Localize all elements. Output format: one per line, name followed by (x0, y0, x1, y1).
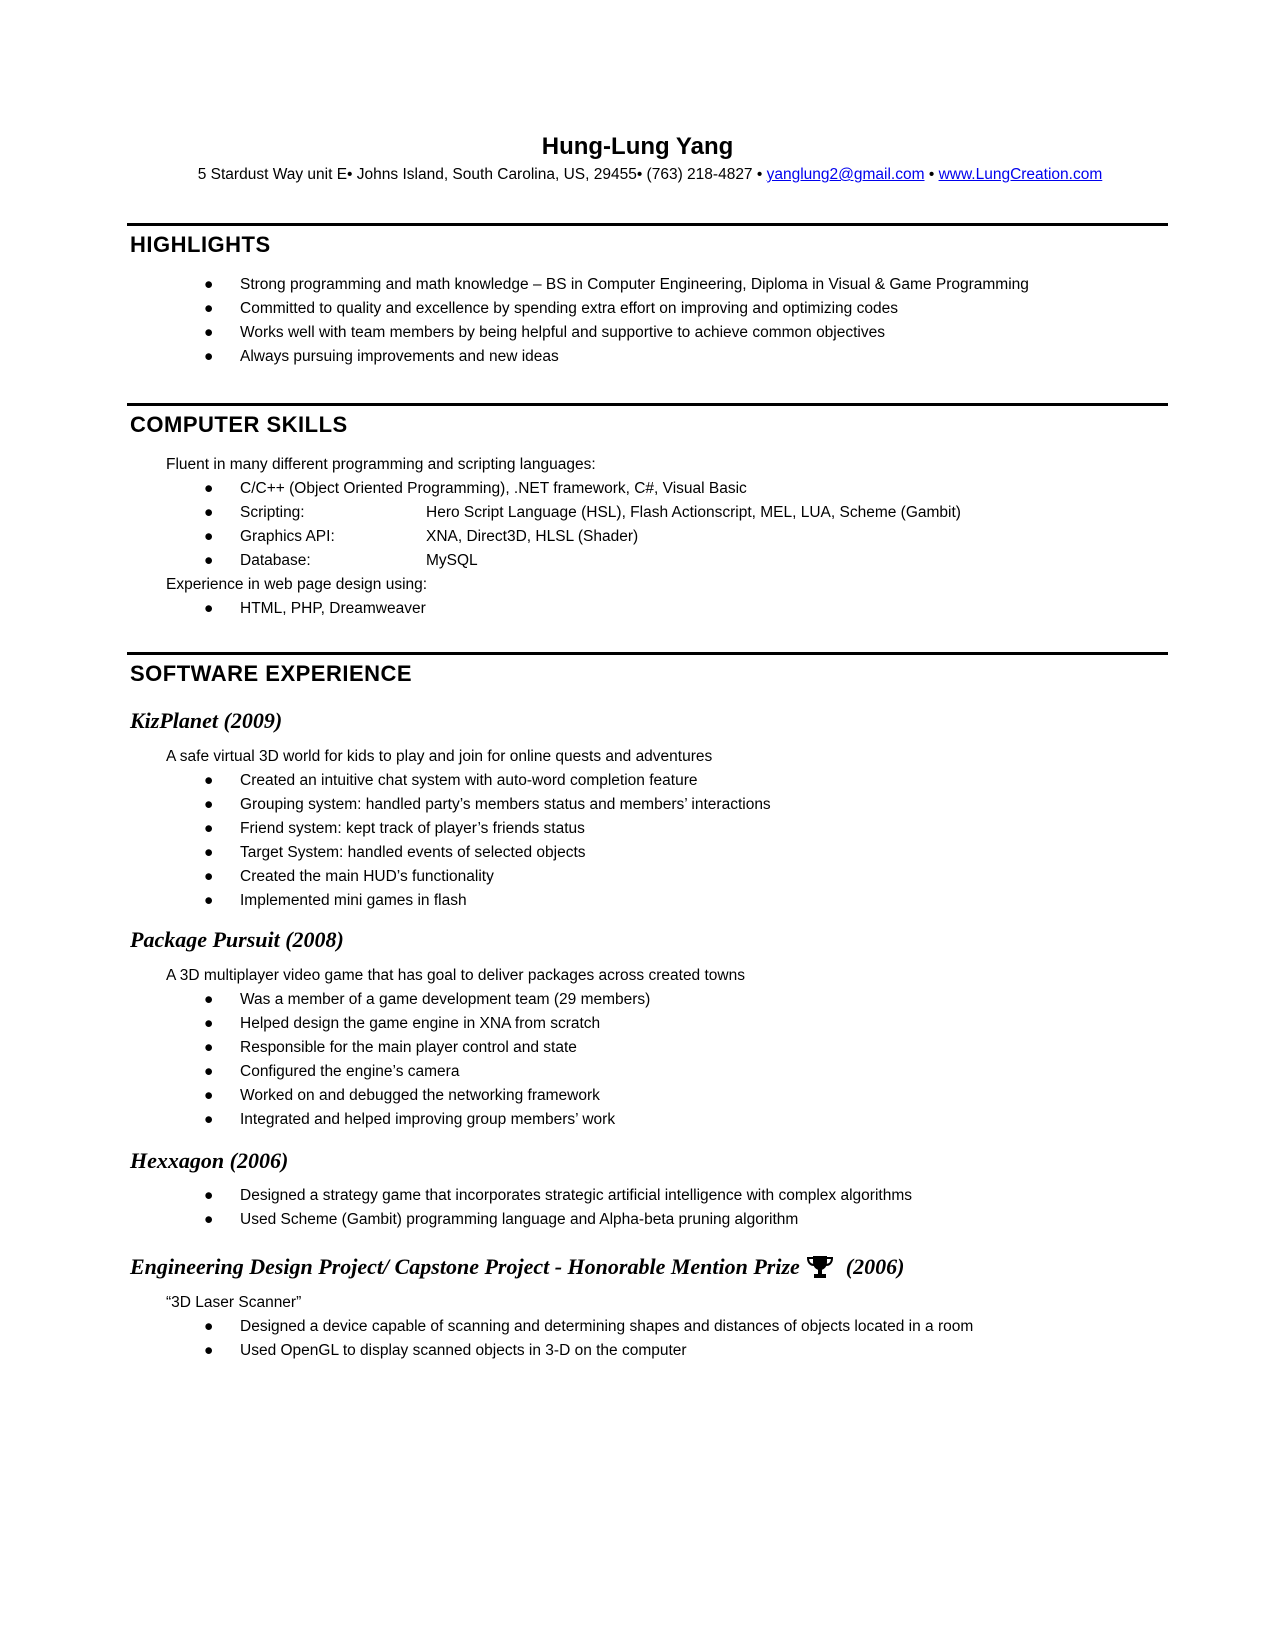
list-item (0, 1060, 1275, 1084)
contact-line (0, 166, 1275, 184)
item-text: Created the main HUD’s functionality (240, 868, 494, 885)
list-item (0, 1315, 1275, 1339)
bullet-icon: ● (204, 1111, 214, 1128)
bullet-icon: ● (204, 1318, 214, 1335)
web-intro: Experience in web page design using: (166, 576, 428, 593)
list-item (0, 273, 1275, 297)
project-name: Engineering Design Project/ Capstone Project - Honorable Mention Prize (130, 1254, 800, 1279)
project-title (130, 1254, 904, 1286)
list-item (0, 793, 1275, 817)
project-description: “3D Laser Scanner” (166, 1294, 302, 1311)
list-item (0, 477, 1275, 501)
item-text: Database: (240, 552, 311, 569)
bullet-icon: ● (204, 348, 214, 365)
item-text: Designed a device capable of scanning and determining shapes and distances of objects located in a room (240, 1318, 974, 1335)
list-item (0, 769, 1275, 793)
list-item (0, 321, 1275, 345)
list-item (0, 525, 1275, 549)
item-text: Configured the engine’s camera (240, 1063, 460, 1080)
bullet-icon: ● (204, 820, 214, 837)
project-name: Hexxagon (2006) (130, 1148, 289, 1173)
bullet-icon: ● (204, 1211, 214, 1228)
bullet-icon: ● (204, 868, 214, 885)
list-item (0, 1012, 1275, 1036)
list-item (0, 865, 1275, 889)
bullet-icon: ● (204, 504, 214, 521)
bullet-icon: ● (204, 300, 214, 317)
skill-value: XNA, Direct3D, HLSL (Shader) (426, 528, 639, 545)
item-text: Worked on and debugged the networking framework (240, 1087, 600, 1104)
project-details (0, 964, 1275, 1132)
item-text: Was a member of a game development team (29 members) (240, 991, 651, 1008)
highlights-list (0, 273, 1275, 369)
list-item (0, 549, 1275, 573)
skill-value: Hero Script Language (HSL), Flash Actionscript, MEL, LUA, Scheme (Gambit) (426, 504, 961, 521)
list-item (0, 841, 1275, 865)
list-item (0, 1036, 1275, 1060)
bullet-icon: ● (204, 324, 214, 341)
item-text: C/C++ (Object Oriented Programming), .NET framework, C#, Visual Basic (240, 480, 747, 497)
website-link[interactable]: www.LungCreation.com (938, 166, 1103, 183)
bullet-icon: ● (204, 600, 214, 617)
bullet-icon: ● (204, 276, 214, 293)
project-year: (2006) (845, 1254, 905, 1279)
skills-block (0, 453, 1275, 621)
project-details (0, 745, 1275, 913)
bullet-icon: ● (204, 991, 214, 1008)
list-item (0, 501, 1275, 525)
project-name: KizPlanet (2009) (130, 708, 283, 733)
list-item (0, 1339, 1275, 1363)
project-description: A safe virtual 3D world for kids to play and join for online quests and adventures (166, 748, 713, 765)
item-text: Committed to quality and excellence by spending extra effort on improving and optimizing codes (240, 300, 898, 317)
item-text: Implemented mini games in flash (240, 892, 467, 909)
list-item (0, 817, 1275, 841)
project-details (0, 1291, 1275, 1363)
item-text: Responsible for the main player control and state (240, 1039, 577, 1056)
item-text: Always pursuing improvements and new ideas (240, 348, 559, 365)
list-item (0, 297, 1275, 321)
section-divider (127, 652, 1168, 655)
section-divider (127, 223, 1168, 226)
list-item (0, 1108, 1275, 1132)
list-item (0, 1208, 1275, 1232)
bullet-icon: ● (204, 892, 214, 909)
skills-intro: Fluent in many different programming and scripting languages: (166, 456, 596, 473)
bullet-icon: ● (204, 528, 214, 545)
bullet-icon: ● (204, 480, 214, 497)
item-text: Friend system: kept track of player’s friends status (240, 820, 585, 837)
bullet-icon: ● (204, 844, 214, 861)
project-description: A 3D multiplayer video game that has goal to deliver packages across created towns (166, 967, 745, 984)
item-text: Strong programming and math knowledge – BS in Computer Engineering, Diploma in Visual & Game Programming (240, 276, 1029, 293)
project-title (130, 927, 344, 953)
bullet-icon: ● (204, 1063, 214, 1080)
separator: • (924, 166, 939, 183)
bullet-icon: ● (204, 1342, 214, 1359)
project-details (0, 1184, 1275, 1232)
item-text: Target System: handled events of selected objects (240, 844, 586, 861)
project-title (130, 708, 282, 734)
bullet-icon: ● (204, 1015, 214, 1032)
list-item (0, 597, 1275, 621)
item-text: Used OpenGL to display scanned objects in 3-D on the computer (240, 1342, 687, 1359)
bullet-icon: ● (204, 796, 214, 813)
list-item (0, 1184, 1275, 1208)
project-title (130, 1148, 288, 1174)
section-title-highlights: HIGHLIGHTS (130, 232, 271, 257)
item-text: Graphics API: (240, 528, 335, 545)
list-item (0, 889, 1275, 913)
address: 5 Stardust Way unit E• Johns Island, South Carolina, US, 29455• (763) 218-4827 • (197, 166, 767, 183)
item-text: Designed a strategy game that incorporates strategic artificial intelligence with complex algorithms (240, 1187, 912, 1204)
resume-name: Hung-Lung Yang (541, 133, 734, 160)
section-divider (127, 403, 1168, 406)
bullet-icon: ● (204, 1187, 214, 1204)
bullet-icon: ● (204, 552, 214, 569)
list-item (0, 1084, 1275, 1108)
item-text: Created an intuitive chat system with auto-word completion feature (240, 772, 698, 789)
list-item (0, 345, 1275, 369)
bullet-icon: ● (204, 1039, 214, 1056)
section-title-software-experience: SOFTWARE EXPERIENCE (130, 661, 413, 686)
email-link[interactable]: yanglung2@gmail.com (766, 166, 925, 183)
item-text: Works well with team members by being helpful and supportive to achieve common objectives (240, 324, 885, 341)
bullet-icon: ● (204, 1087, 214, 1104)
item-text: Grouping system: handled party’s members status and members’ interactions (240, 796, 771, 813)
section-title-computer-skills: COMPUTER SKILLS (130, 412, 348, 437)
item-text: Scripting: (240, 504, 305, 521)
project-name: Package Pursuit (2008) (130, 927, 344, 952)
list-item (0, 988, 1275, 1012)
item-text: Integrated and helped improving group members’ work (240, 1111, 616, 1128)
item-text: Used Scheme (Gambit) programming language and Alpha-beta pruning algorithm (240, 1211, 799, 1228)
item-text: HTML, PHP, Dreamweaver (240, 600, 426, 617)
skill-value: MySQL (426, 552, 478, 569)
trophy-icon (806, 1254, 834, 1286)
bullet-icon: ● (204, 772, 214, 789)
item-text: Helped design the game engine in XNA from scratch (240, 1015, 601, 1032)
